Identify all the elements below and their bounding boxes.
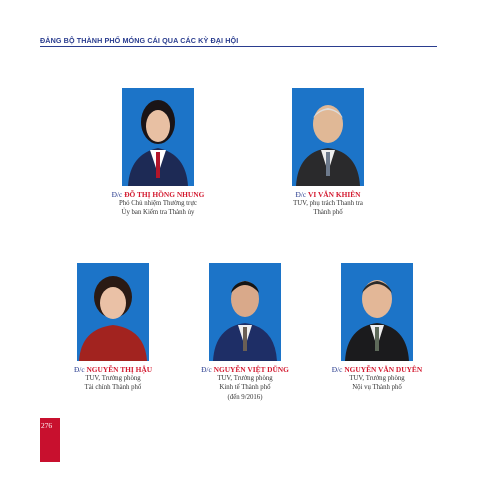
person-name: NGUYỄN VĂN DUYÊN bbox=[344, 365, 423, 374]
page-number: 276 bbox=[41, 421, 53, 430]
portrait-photo bbox=[77, 263, 149, 361]
portrait-photo bbox=[341, 263, 413, 361]
portrait-card-1 bbox=[78, 88, 238, 218]
person-name: NGUYỄN THỊ HẬU bbox=[86, 365, 153, 374]
portrait-card-5 bbox=[297, 263, 457, 393]
person-name: VI VĂN KHIÊN bbox=[308, 190, 361, 199]
portrait-photo bbox=[122, 88, 194, 186]
person-role-line-2: Tài chính Thành phố bbox=[84, 384, 142, 392]
name-prefix: Đ/c bbox=[111, 190, 123, 199]
person-role-line-1: TUV, phụ trách Thanh tra bbox=[293, 200, 363, 207]
person-name-line bbox=[248, 190, 408, 199]
portrait-photo bbox=[209, 263, 281, 361]
person-role-line-1: TUV, Trưởng phòng bbox=[85, 375, 141, 382]
person-name: NGUYỄN VIỆT DŨNG bbox=[213, 365, 289, 374]
name-prefix: Đ/c bbox=[295, 190, 307, 199]
header-divider bbox=[40, 46, 437, 47]
person-role-line-1: Phó Chủ nhiệm Thường trực bbox=[118, 200, 198, 207]
person-name-line bbox=[297, 365, 457, 374]
portrait-card-2 bbox=[248, 88, 408, 218]
person-role-line-2: Nội vụ Thành phố bbox=[352, 384, 402, 392]
page-header-title: ĐẢNG BỘ THÀNH PHỐ MÓNG CÁI QUA CÁC KỲ ĐẠI HỘI bbox=[40, 36, 239, 45]
person-name-line bbox=[78, 190, 238, 199]
name-prefix: Đ/c bbox=[201, 365, 212, 374]
name-prefix: Đ/c bbox=[73, 365, 85, 374]
person-role-line-1: TUV, Trưởng phòng bbox=[217, 375, 273, 382]
name-prefix: Đ/c bbox=[331, 365, 343, 374]
person-role-line-2: Kinh tế Thành phố bbox=[219, 384, 271, 392]
portrait-photo bbox=[292, 88, 364, 186]
person-role-line-1: TUV, Trưởng phòng bbox=[349, 375, 405, 382]
person-role-line-3: (đến 9/2016) bbox=[227, 393, 263, 401]
person-name: ĐỖ THỊ HỒNG NHUNG bbox=[124, 190, 205, 199]
person-role-line-2: Ủy ban Kiểm tra Thành ủy bbox=[121, 209, 195, 217]
person-role-line-2: Thành phố bbox=[313, 209, 343, 217]
